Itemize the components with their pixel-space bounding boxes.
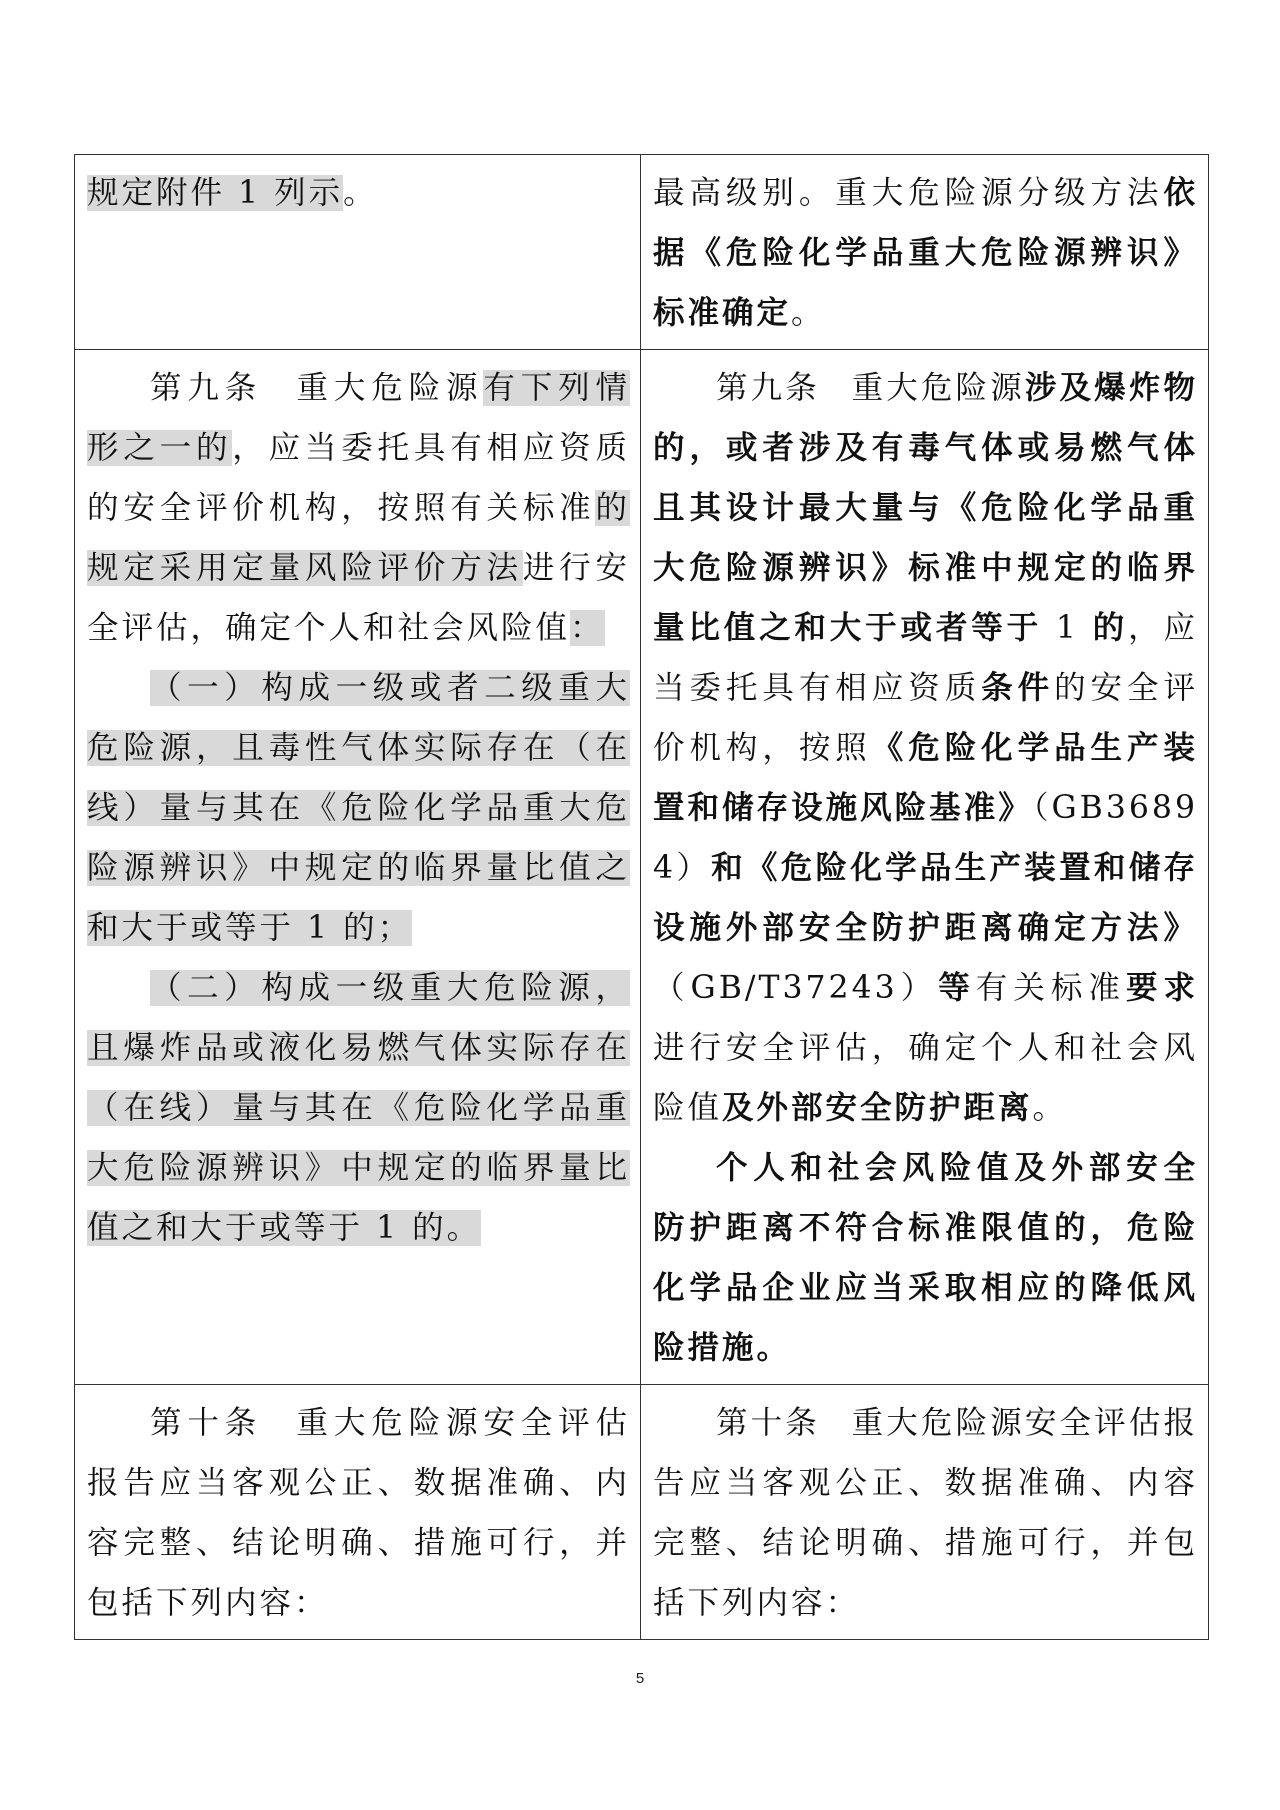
- text-segment: 第十条: [716, 1405, 820, 1441]
- paragraph: [87, 163, 630, 223]
- text-segment: 重大危险源安全评估报告应当客观公正、数据准确、内容完整、结论明确、措施可行，并包括下列内容：: [87, 1405, 630, 1621]
- table-row: [75, 155, 1209, 350]
- highlighted-text: 规定附件 1 列示: [87, 175, 344, 211]
- text-segment: 重大危险源安全评估报告应当客观公正、数据准确、内容完整、结论明确、措施可行，并包括下列内容：: [653, 1405, 1198, 1621]
- paragraph: [87, 658, 630, 958]
- bold-text: 等: [938, 970, 976, 1006]
- text-segment: 1: [1041, 610, 1093, 646]
- paragraph: [653, 358, 1198, 1138]
- original-text-cell: [75, 1385, 641, 1640]
- highlighted-text: ：: [570, 610, 605, 646]
- paragraph: [653, 163, 1198, 343]
- bold-text: 条件: [981, 670, 1055, 706]
- bold-text: 和《危险化学品生产装置和储存设施外部安全防护距离确定方法》: [653, 850, 1198, 946]
- original-text-cell: [75, 155, 641, 350]
- text-segment: ，应当委托具有相应资质: [653, 610, 1198, 706]
- bold-text: 《危险化学品生产装置和储存设施风险基准》: [653, 730, 1198, 826]
- paragraph: [87, 358, 630, 658]
- highlighted-text: （二）构成一级重大危险源，且爆炸品或液化易燃气体实际存在（在线）量与其在《危险化学品重大危险源辨识》中规定的临界量比值之和大于或等于 1 的。: [87, 970, 630, 1246]
- text-segment: 。: [343, 175, 378, 211]
- highlighted-text: 有下列情形之一的: [87, 370, 630, 466]
- bold-text: 要求: [1125, 970, 1198, 1006]
- highlighted-text: （一）构成一级或者二级重大危险源，且毒性气体实际存在（在线）量与其在《危险化学品重大危险源辨识》中规定的临界量比值之和大于或等于 1 的；: [87, 670, 630, 946]
- revised-text-cell: [641, 350, 1209, 1385]
- paragraph: [87, 1393, 630, 1633]
- table-row: [75, 1385, 1209, 1640]
- text-segment: 的安全评价机构，按照: [653, 670, 1198, 766]
- revised-text-cell: [641, 155, 1209, 350]
- text-segment: ，应当委托具有相应资质的安全评价机构，按照有关标准: [87, 430, 630, 526]
- text-segment: 。: [791, 295, 826, 331]
- text-segment: （GB36894）: [653, 790, 1198, 886]
- paragraph: [87, 958, 630, 1258]
- text-segment: 最高级别。重大危险源分级方法: [653, 175, 1164, 211]
- text-segment: 。: [1032, 1090, 1068, 1126]
- text-segment: 重大危险源: [851, 370, 1025, 406]
- paragraph: [653, 1393, 1198, 1633]
- revised-text-cell: [641, 1385, 1209, 1640]
- original-text-cell: [75, 350, 641, 1385]
- text-segment: 第十条: [150, 1405, 263, 1441]
- table-row: [75, 350, 1209, 1385]
- highlighted-text: 的规定采用定量风险评价方法: [87, 490, 630, 586]
- bold-text: 个人和社会风险值及外部安全防护距离不符合标准限值的，危险化学品企业应当采取相应的降低风险措施。: [653, 1150, 1198, 1366]
- bold-text: 及外部安全防护距离: [722, 1090, 1033, 1126]
- comparison-table-body: [75, 155, 1209, 1640]
- bold-text: 涉及爆炸物的，或者涉及有毒气体或易燃气体且其设计最大量与《危险化学品重大危险源辨识》标准中规定的临界量比值之和大于或者等于: [653, 370, 1198, 646]
- page-number: 5: [635, 1670, 645, 1687]
- paragraph: [653, 1138, 1198, 1378]
- text-segment: （GB/T37243）: [653, 970, 939, 1006]
- text-segment: 第九条: [716, 370, 820, 406]
- text-segment: 第九条: [150, 370, 263, 406]
- text-segment: 重大危险源: [293, 370, 484, 406]
- comparison-table: [74, 154, 1209, 1640]
- text-segment: 进行安全评估，确定个人和社会风险值: [653, 1030, 1198, 1126]
- text-segment: 有关标准: [975, 970, 1126, 1006]
- bold-text: 依据《危险化学品重大危险源辨识》标准确定: [653, 175, 1198, 331]
- bold-text: 的: [1092, 610, 1129, 646]
- text-segment: 进行安全评估，确定个人和社会风险值: [87, 550, 630, 646]
